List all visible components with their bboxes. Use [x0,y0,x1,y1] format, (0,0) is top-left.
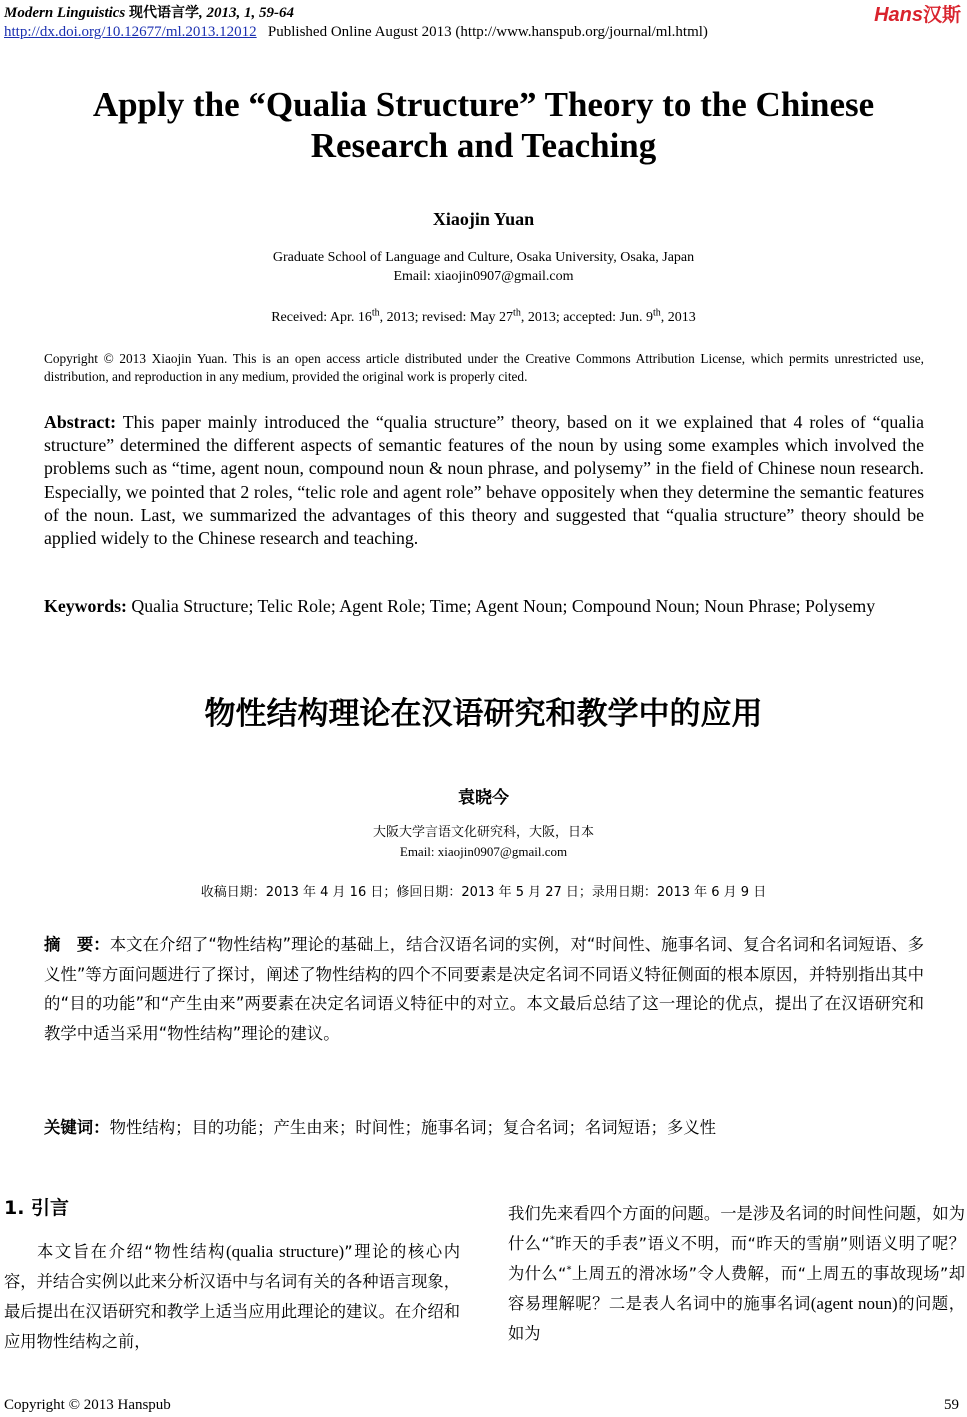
accepted-sup: th [653,307,661,319]
email-cn: Email: xiaojin0907@gmail.com [399,844,568,859]
journal-title-en: Modern Linguistics [4,5,126,21]
right-text-1: 我们先来看四个方面的问题。一是涉及名词的时间性问题，如为什么“ [508,1204,965,1253]
accepted-date: , 2013; accepted: Jun. 9 [520,310,654,325]
abstract-en [44,411,924,550]
page-number: 59 [944,1397,959,1413]
author-name-cn: 袁晓今 [458,788,509,808]
abstract-text-en: This paper mainly introduced the “qualia structure” theory, based on it we explained that 4 roles of “qualia structure” determined the different aspects of semantic features of the noun by using some examples which involved the problems such as “time, agent noun, compound noun & noun phrase, and polysemy” in the field of Chinese noun research. Especially, we pointed that 2 roles, “telic role and agent role” behave oppositely when they determine the semantic features of the noun. Last, we summarized the advantages of this theory and suggested that “qualia structure” theory should be applied widely to the Chinese research and teaching. [44,412,924,549]
right-star-1: * [549,1234,555,1246]
body-column-left [4,1237,460,1357]
paper-title-cn: 物性结构理论在汉语研究和教学中的应用 [204,696,763,732]
right-text-4: 的问题，如为 [508,1294,965,1343]
abstract-label: Abstract: [44,412,117,432]
dates-cn: 收稿日期：2013 年 4 月 16 日；修回日期：2013 年 5 月 27 日；录用日期：2013 年 6 月 9 日 [200,885,767,900]
doi-link[interactable]: http://dx.doi.org/10.12677/ml.2013.12012 [4,24,257,40]
journal-name [4,2,294,22]
logo-text-cn: 汉斯 [922,4,961,26]
keywords-label: Keywords: [44,596,127,616]
journal-title-cn: 现代语言学 [129,5,200,21]
received-date: Received: Apr. 16 [271,310,372,325]
left-text-1: 本文旨在介绍“物性结构 [37,1242,226,1261]
publisher-logo [874,0,961,27]
published-online: Published Online August 2013 (http://www.hanspub.org/journal/ml.html) [267,24,708,40]
affiliation-cn [0,823,967,861]
received-sup: th [371,307,380,319]
body-column-right [508,1199,965,1349]
dates-en [0,308,967,327]
right-text-2: 昨天的手表”语义不明，而“昨天的雪崩”则语义明了呢？为什么“ [508,1234,966,1283]
keywords-cn [44,1114,924,1142]
journal-volume: , 2013, 1, 59-64 [199,5,295,21]
keywords-list-cn: 物性结构；目的功能；产生由来；时间性；施事名词；复合名词；名词短语；多义性 [109,1118,717,1137]
affiliation-text-cn: 大阪大学言语文化研究科，大阪，日本 [372,825,594,840]
affiliation-text-en: Graduate School of Language and Culture, Osaka University, Osaka, Japan [272,250,695,265]
left-text-2: ”理论的核心内容，并结合实例以此来分析汉语中与名词有关的各种语言现象，最后提出在汉语研究和教学上适当应用此理论的建议。在介绍和应用物性结构之前， [4,1242,461,1351]
author-name-en: Xiaojin Yuan [432,209,535,229]
abstract-text-cn: 本文在介绍了“物性结构”理论的基础上，结合汉语名词的实例，对“时间性、施事名词、复合名词和名词短语、多义性”等方面问题进行了探讨，阐述了物性结构的四个不同要素是决定名词不同语义特征侧面的根本原因，并特别指出其中的“目的功能”和“产生由来”两要素在决定名词语义特征中的对立。本文最后总结了这一理论的优点，提出了在汉语研究和教学中适当采用“物性结构”理论的建议。 [44,935,924,1043]
right-star-2: * [566,1264,572,1276]
abstract-cn [44,930,924,1048]
revised-date: , 2013; revised: May 27 [379,310,514,325]
right-text-3: 上周五的滑冰场”令人费解，而“上周五的事故现场”却容易理解呢？二是表人名词中的施事名词 [508,1264,965,1313]
right-text-en: (agent noun) [810,1294,898,1313]
section-heading: 1. 引言 [4,1197,70,1219]
paper-title-en: Apply the “Qualia Structure” Theory to the Chinese Research and Teaching [92,85,875,165]
logo-text: Hans [874,4,923,26]
keywords-cn-label: 关键词： [44,1118,110,1137]
abstract-cn-label: 摘 要： [44,935,110,954]
footer-copyright: Copyright © 2013 Hanspub [4,1397,171,1413]
accepted-year: , 2013 [660,310,696,325]
email-en: Email: xiaojin0907@gmail.com [393,269,574,284]
copyright-notice: Copyright © 2013 Xiaojin Yuan. This is an open access article distributed under the Creative Commons Attribution License, which permits unrestricted use, distribution, and reproduction in any medium, provided the original work is properly cited. [44,351,924,384]
header-publication-line [4,24,708,41]
revised-sup: th [513,307,521,319]
affiliation-en [0,248,967,286]
left-text-en: (qualia structure) [226,1242,345,1261]
keywords-en [44,595,924,618]
keywords-list-en: Qualia Structure; Telic Role; Agent Role; Time; Agent Noun; Compound Noun; Noun Phrase; Polysemy [131,596,876,616]
